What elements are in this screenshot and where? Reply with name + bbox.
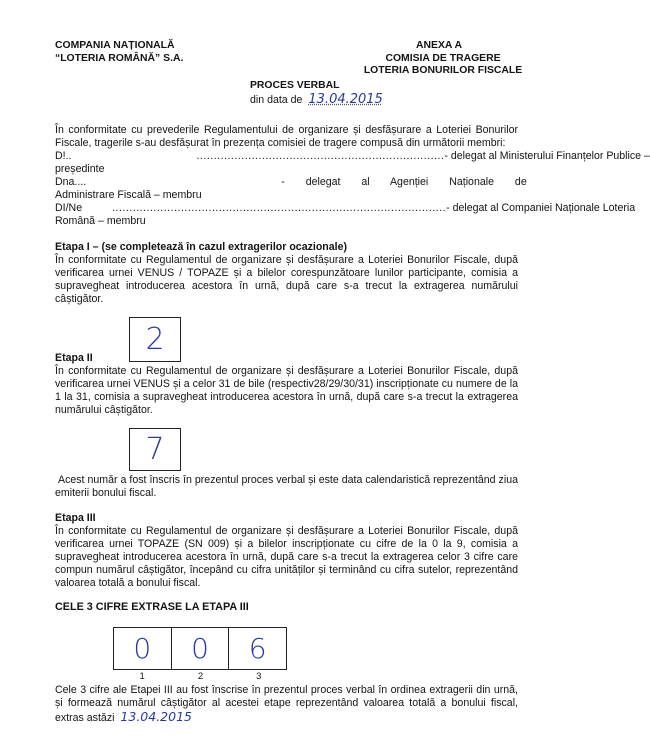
member-3-fill: ................................................................................................. — [112, 202, 447, 214]
annex-block — [353, 40, 533, 78]
member-3-prefix: DI/Ne — [55, 202, 83, 214]
etapa-2-paragraph: În conformitate cu Regulamentul de organizare și desfășurare a Loteriei Bonurilor Fiscale, după verificarea urnei VENUS și a celor 31 de bile (respectiv28/29/30/31) inscripționate cu numere de la 1 la 31, comisia a supravegheat introducerea acestora în urnă, după care s-a trecut la extragerea numărului câștigător. — [55, 365, 518, 416]
company-line-2: “LOTERIA ROMÂNĂ” S.A. — [55, 52, 184, 64]
digits-table — [113, 627, 287, 670]
member-line-1 — [55, 150, 650, 163]
extracted-digit-2: 0 — [191, 632, 209, 665]
annex-title: ANEXA A — [416, 40, 462, 51]
digits-heading: CELE 3 CIFRE EXTRASE LA ETAPA III — [55, 601, 249, 613]
closing-paragraph — [55, 684, 518, 725]
member-2-prefix: Dna.... — [55, 176, 87, 188]
member-line-2 — [55, 176, 527, 189]
etapa-3-paragraph: În conformitate cu Regulamentul de organizare și desfășurare a Loteriei Bonurilor Fiscale, după verificarea urnei TOPAZE (SN 009) și a bilelor inscripționate cu cifre de la 0 la 9, comisia a supravegheat introducerea acestora în urnă, după care s-a trecut la extragerea celor 3 cifre care compun numărul câștigător, începând cu cifra unităților și terminând cu cifra sutelor, reprezentând valoarea totală a bonului fiscal. — [55, 525, 518, 589]
member-2-suffix: - delegat al Agenției Naționale de — [281, 176, 527, 188]
extracted-digit-3: 6 — [248, 632, 267, 665]
member-3-cont: Română – membru — [55, 215, 146, 227]
closing-date: 13.04.2015 — [120, 709, 192, 724]
digit-cell-2 — [172, 628, 230, 669]
digit-cell-1 — [114, 628, 172, 669]
etapa-1-heading: Etapa I – (se completează în cazul extragerilor ocazionale) — [55, 241, 348, 253]
etapa-2-result-box — [129, 428, 181, 471]
member-1-fill: ........................................................................ — [196, 150, 445, 162]
etapa-3-heading: Etapa III — [55, 512, 96, 524]
position-3: 3 — [256, 671, 262, 682]
member-3-suffix: - delegat al Companiei Naționale Loteria — [446, 202, 636, 214]
member-2-cont: Administrare Fiscală – membru — [55, 189, 202, 201]
date-prefix: din data de — [250, 94, 303, 106]
digit-cell-3 — [229, 628, 286, 669]
annex-commission: COMISIA DE TRAGERE — [385, 52, 501, 64]
extracted-digit-1: 0 — [133, 632, 152, 665]
position-2: 2 — [197, 671, 204, 682]
position-1: 1 — [139, 671, 145, 682]
etapa-2-note: Acest număr a fost înscris în prezentul proces verbal și este data calendaristică reprezentând ziua emiterii bonului fiscal. — [55, 474, 518, 499]
etapa-1-digit: 2 — [145, 322, 165, 357]
company-name — [55, 40, 183, 65]
member-1-prefix: D!.. — [55, 150, 72, 162]
member-1-role: președinte — [55, 163, 105, 175]
etapa-1-paragraph: În conformitate cu Regulamentul de organizare și desfășurare a Loteriei Bonurilor Fiscale, după verificarea urnei VENUS / TOPAZE și a bilelor corespunzătoare lunilor participante, comisia a supravegheat introducerea acestora în urnă, după care s-a trecut la extragerea numărului câștigător. — [55, 254, 518, 305]
etapa-2-heading: Etapa II — [55, 352, 93, 364]
member-1-suffix: - delegat al Ministerului Finanțelor Publice – — [444, 150, 650, 162]
etapa-2-digit: 7 — [145, 432, 165, 467]
annex-lottery: LOTERIA BONURILOR FISCALE — [363, 65, 523, 76]
handwritten-date: 13.04.2015 — [308, 92, 383, 107]
etapa-1-result-box — [129, 317, 181, 362]
intro-paragraph: În conformitate cu prevederile Regulamentului de organizare și desfășurare a Loteriei Bonurilor Fiscale, tragerile s-au desfășurat în prezența comisiei de tragere compusă din următorii membri: — [55, 124, 518, 149]
digit-positions — [113, 670, 288, 683]
member-line-3 — [55, 202, 636, 215]
company-line-1: COMPANIA NAȚIONALĂ — [55, 40, 175, 51]
title-date — [250, 93, 383, 107]
page-title: PROCES VERBAL — [250, 80, 340, 91]
closing-text: Cele 3 cifre ale Etapei III au fost înscrise în prezentul proces verbal în ordinea extragerii din urnă, și formează numărul câștigător al acestei etape reprezentând valoarea totală a bonului fiscal, extras astăzi — [55, 684, 518, 724]
